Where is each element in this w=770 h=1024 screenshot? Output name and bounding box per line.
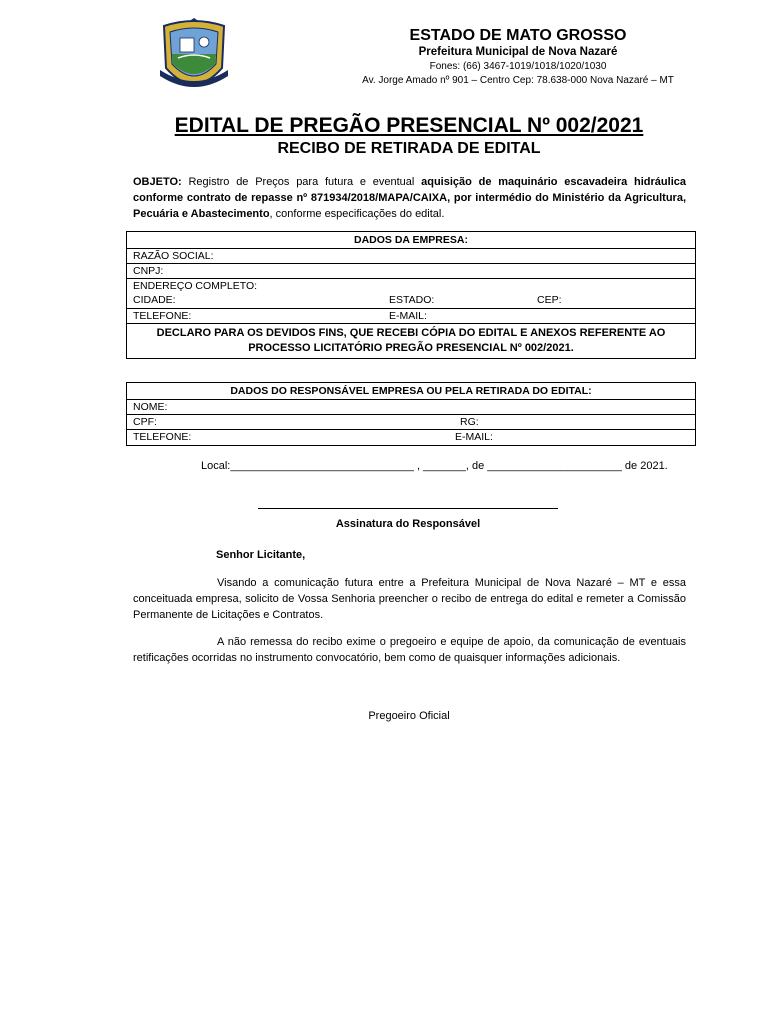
header-prefeitura: Prefeitura Municipal de Nova Nazaré bbox=[418, 46, 618, 58]
local-date-line[interactable]: Local:______________________________ , _______, de ______________________ de 2021. bbox=[201, 460, 668, 472]
declaration-row bbox=[127, 324, 695, 358]
salutation: Senhor Licitante, bbox=[216, 549, 306, 561]
header-address: Av. Jorge Amado nº 901 – Centro Cep: 78.638-000 Nova Nazaré – MT bbox=[362, 75, 674, 86]
paragraph-non-remittance: A não remessa do recibo exime o pregoeiro e equipe de apoio, da comunicação de eventuais retificações ocorridas no instrumento convocatório, bem como de quaisquer informações adicionais. bbox=[133, 636, 686, 664]
responsible-phone-email-field[interactable] bbox=[127, 430, 695, 445]
objeto-label: OBJETO: bbox=[133, 176, 182, 188]
rg-label: RG: bbox=[460, 416, 479, 428]
document-title: EDITAL DE PREGÃO PRESENCIAL Nº 002/2021 bbox=[174, 114, 644, 137]
signature-label: Assinatura do Responsável bbox=[335, 518, 481, 530]
phone-email-field[interactable] bbox=[127, 309, 695, 324]
company-data-heading: DADOS DA EMPRESA: bbox=[127, 232, 695, 249]
razao-social-field[interactable] bbox=[127, 249, 695, 264]
email-label: E-MAIL: bbox=[389, 310, 427, 322]
header-phones: Fones: (66) 3467-1019/1018/1020/1030 bbox=[429, 61, 607, 72]
objeto-paragraph bbox=[133, 174, 686, 222]
municipal-crest-icon bbox=[158, 18, 230, 96]
cnpj-field[interactable] bbox=[127, 264, 695, 279]
nome-label: NOME: bbox=[133, 401, 168, 413]
objeto-text-1: Registro de Preços para futura e eventual bbox=[188, 176, 422, 188]
cnpj-label: CNPJ: bbox=[133, 265, 164, 277]
objeto-text-2: , conforme especificações do edital. bbox=[269, 208, 445, 220]
objeto-bold-text: aquisição de maquinário escavadeira hidráulica conforme contrato de repasse nº 871934/2018/MAPA/CAIXA, por intermédio do Ministério da Agricultura, Pecuária e Abastecimento bbox=[133, 176, 686, 220]
paragraph-communication: Visando a comunicação futura entre a Prefeitura Municipal de Nova Nazaré – MT e essa conceituada empresa, solicito de Vossa Senhoria preencher o recibo de entrega do edital e remeter a Comissão Permanente de Licitações e Contratos. bbox=[133, 577, 686, 621]
cpf-label: CPF: bbox=[133, 416, 157, 428]
razao-social-label: RAZÃO SOCIAL: bbox=[133, 250, 214, 262]
document-subtitle: RECIBO DE RETIRADA DE EDITAL bbox=[277, 140, 541, 157]
company-data-box bbox=[126, 231, 696, 359]
responsible-data-box bbox=[126, 382, 696, 446]
header-state: ESTADO DE MATO GROSSO bbox=[409, 27, 627, 44]
nome-field[interactable] bbox=[127, 400, 695, 415]
estado-label: ESTADO: bbox=[389, 294, 435, 306]
signer-title: Pregoeiro Oficial bbox=[368, 710, 450, 722]
declaration-text: DECLARO PARA OS DEVIDOS FINS, QUE RECEBI CÓPIA DO EDITAL E ANEXOS REFERENTE AO PROCESSO LICITATÓRIO PREGÃO PRESENCIAL Nº 002/2021. bbox=[156, 327, 666, 354]
telefone-label: TELEFONE: bbox=[133, 310, 192, 322]
responsible-data-heading: DADOS DO RESPONSÁVEL EMPRESA OU PELA RETIRADA DO EDITAL: bbox=[127, 383, 695, 400]
responsible-telefone-label: TELEFONE: bbox=[133, 431, 192, 443]
signature-line[interactable] bbox=[258, 508, 558, 509]
cidade-label: CIDADE: bbox=[133, 294, 176, 306]
cpf-rg-field[interactable] bbox=[127, 415, 695, 430]
address-city-field[interactable] bbox=[127, 279, 695, 309]
cep-label: CEP: bbox=[537, 294, 562, 306]
responsible-email-label: E-MAIL: bbox=[455, 431, 493, 443]
endereco-label: ENDEREÇO COMPLETO: bbox=[133, 280, 258, 292]
